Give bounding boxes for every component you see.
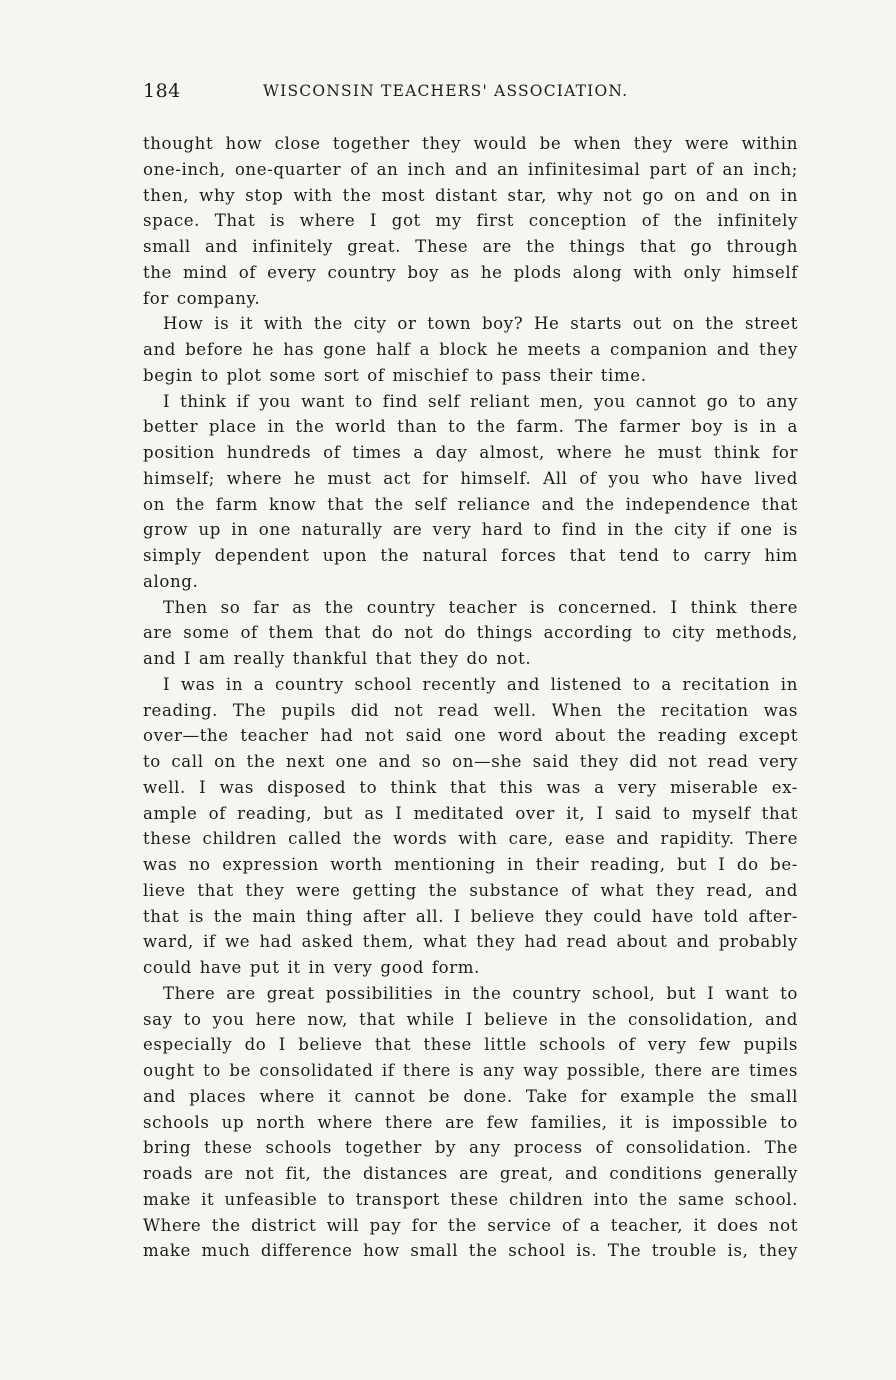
text-line: ought to be consolidated if there is any way possible, there are times <box>143 1061 798 1080</box>
text-line: these children called the words with care, ease and rapidity. There <box>143 829 798 849</box>
text-line: one-inch, one-quarter of an inch and an infinitesimal part of an inch; <box>143 159 798 179</box>
text-line: along. <box>143 571 199 591</box>
text-line: could have put it in very good form. <box>143 958 480 977</box>
text-line: How is it with the city or town boy? He starts out on the street <box>163 314 798 334</box>
paragraph <box>143 981 798 1264</box>
text-line: then, why stop with the most distant star, why not go on and on in <box>143 185 798 205</box>
text-line: I think if you want to find self reliant men, you cannot go to any <box>163 391 798 411</box>
paragraph <box>143 595 798 672</box>
text-line: position hundreds of times a day almost, where he must think for <box>143 443 798 462</box>
text-line: over—the teacher had not said one word about the reading except <box>143 726 798 746</box>
text-line: was no expression worth mentioning in their reading, but I do be- <box>143 855 798 874</box>
text-line: lieve that they were getting the substance of what they read, and <box>143 880 798 900</box>
page-header <box>143 80 798 110</box>
text-line: say to you here now, that while I believe in the consolidation, and <box>143 1009 798 1029</box>
paragraph <box>143 389 798 595</box>
text-line: reading. The pupils did not read well. When the recitation was <box>143 700 798 720</box>
text-line: well. I was disposed to think that this was a very miserable ex- <box>143 777 798 797</box>
text-line: that is the main thing after all. I believe they could have told after- <box>143 906 798 926</box>
text-line: on the farm know that the self reliance and the independence that <box>143 494 798 514</box>
page-number: 184 <box>143 80 181 102</box>
text-line: to call on the next one and so on—she said they did not read very <box>143 752 798 771</box>
text-line: Then so far as the country teacher is concerned. I think there <box>163 597 798 617</box>
text-line: space. That is where I got my first conception of the infinitely <box>143 211 798 231</box>
text-line: are some of them that do not do things according to city methods, <box>143 623 798 643</box>
running-head: WISCONSIN TEACHERS' ASSOCIATION. <box>263 82 629 100</box>
text-line: for company. <box>143 288 261 308</box>
body-text <box>143 131 798 1264</box>
text-line: simply dependent upon the natural forces that tend to carry him <box>143 546 798 565</box>
text-line: thought how close together they would be when they were within <box>143 134 798 153</box>
text-line: himself; where he must act for himself. All of you who have lived <box>143 468 798 488</box>
text-line: ward, if we had asked them, what they had read about and probably <box>143 932 798 952</box>
paragraph <box>143 672 798 981</box>
text-line: grow up in one naturally are very hard to find in the city if one is <box>143 520 798 540</box>
text-line: make much difference how small the school is. The trouble is, they <box>143 1241 798 1261</box>
text-line: There are great possibilities in the country school, but I want to <box>163 983 798 1003</box>
text-line: and places where it cannot be done. Take for example the small <box>143 1086 798 1106</box>
text-line: Where the district will pay for the service of a teacher, it does not <box>143 1215 798 1235</box>
text-line: make it unfeasible to transport these children into the same school. <box>143 1189 798 1209</box>
text-line: the mind of every country boy as he plods along with only himself <box>143 262 798 282</box>
text-line: and before he has gone half a block he meets a companion and they <box>143 340 798 359</box>
text-line: ample of reading, but as I meditated over it, I said to myself that <box>143 803 798 823</box>
text-line: small and infinitely great. These are the things that go through <box>143 237 798 256</box>
text-line: bring these schools together by any process of consolidation. The <box>143 1138 798 1158</box>
paragraph <box>143 311 798 388</box>
text-line: better place in the world than to the farm. The farmer boy is in a <box>143 417 798 437</box>
text-line: I was in a country school recently and listened to a recitation in <box>163 674 798 694</box>
text-line: roads are not fit, the distances are great, and conditions generally <box>143 1164 798 1183</box>
text-line: and I am really thankful that they do not. <box>143 649 532 668</box>
text-line: begin to plot some sort of mischief to pass their time. <box>143 365 647 385</box>
paragraph <box>143 131 798 311</box>
text-line: schools up north where there are few families, it is impossible to <box>143 1112 798 1132</box>
text-line: especially do I believe that these little schools of very few pupils <box>143 1035 798 1055</box>
